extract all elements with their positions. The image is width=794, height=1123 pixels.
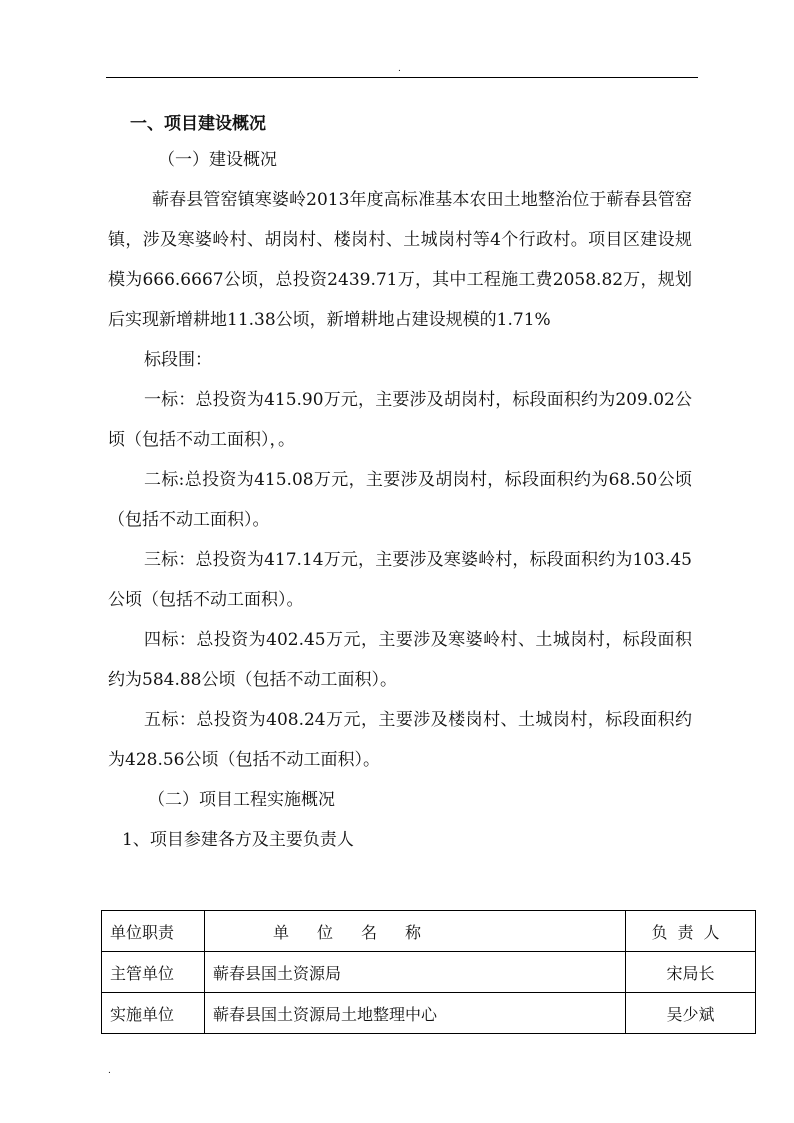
footer-mark: . xyxy=(108,1066,111,1076)
section-paragraph-2: 二标:总投资为415.08万元，主要涉及胡岗村，标段面积约为68.50公顷（包括不动工面积）。 xyxy=(108,470,692,530)
table-header-row xyxy=(102,911,756,952)
cell-unit-name: 蕲春县国土资源局 xyxy=(205,952,626,993)
item-title-1: 1、项目参建各方及主要负责人 xyxy=(122,830,354,850)
table-row xyxy=(102,993,756,1034)
cell-role: 实施单位 xyxy=(102,993,205,1034)
cell-role: 主管单位 xyxy=(102,952,205,993)
subsection-title-2: （二）项目工程实施概况 xyxy=(148,790,335,810)
cell-person: 宋局长 xyxy=(626,952,756,993)
section-paragraph-4: 四标：总投资为402.45万元，主要涉及寒婆岭村、土城岗村，标段面积约为584.88公顷（包括不动工面积）。 xyxy=(108,630,692,690)
sections-label: 标段围： xyxy=(144,350,212,370)
responsibility-table xyxy=(101,910,756,1034)
section-paragraph-3: 三标：总投资为417.14万元，主要涉及寒婆岭村，标段面积约为103.45公顷（包括不动工面积）。 xyxy=(108,550,692,610)
header-cell-unit-name: 单位名称 xyxy=(205,911,626,952)
document-body xyxy=(108,108,692,860)
section-paragraph-5: 五标：总投资为408.24万元，主要涉及楼岗村、土城岗村，标段面积约为428.56公顷（包括不动工面积）。 xyxy=(108,710,692,770)
table-row xyxy=(102,952,756,993)
cell-unit-name: 蕲春县国土资源局土地整理中心 xyxy=(205,993,626,1034)
cell-person: 吴少斌 xyxy=(626,993,756,1034)
header-cell-person: 负责人 xyxy=(626,911,756,952)
subsection-title-1: （一）建设概况 xyxy=(158,150,277,170)
header-cell-role: 单位职责 xyxy=(102,911,205,952)
header-rule xyxy=(106,77,698,78)
section-title: 一、项目建设概况 xyxy=(130,114,266,134)
intro-paragraph: 蕲春县管窑镇寒婆岭2013年度高标准基本农田土地整治位于蕲春县管窑镇，涉及寒婆岭村、胡岗村、楼岗村、土城岗村等4个行政村。项目区建设规模为666.6667公顷，总投资2439.71万，其中工程施工费2058.82万，规划后实现新增耕地11.38公顷，新增耕地占建设规模的1.71% xyxy=(108,190,692,330)
section-paragraph-1: 一标：总投资为415.90万元，主要涉及胡岗村，标段面积约为209.02公顷（包括不动工面积），。 xyxy=(108,390,692,450)
header-mark: . xyxy=(398,64,401,74)
